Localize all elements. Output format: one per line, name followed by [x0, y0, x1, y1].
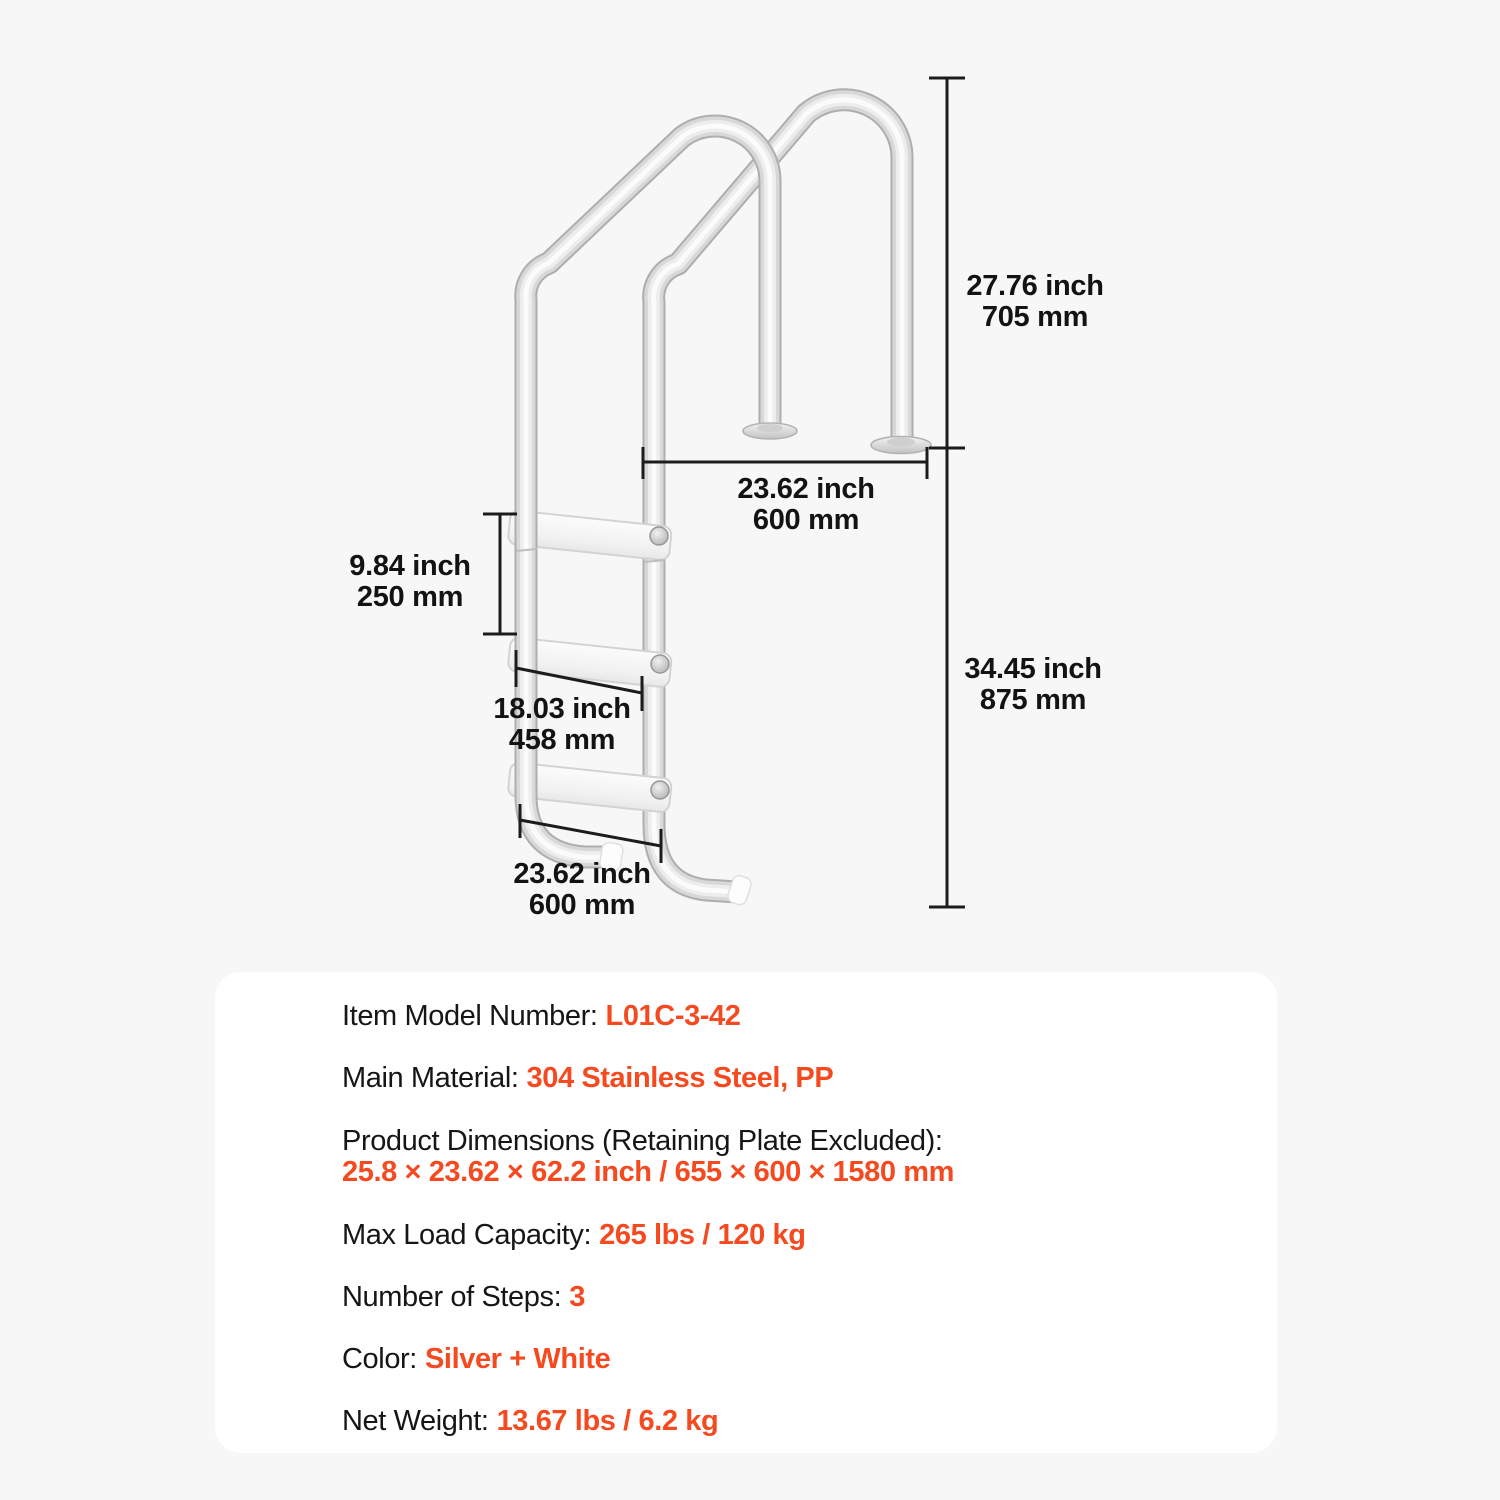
spec-row-model-number — [342, 1002, 1237, 1031]
spec-value: Silver + White — [424, 1343, 611, 1375]
spec-row-steps — [342, 1283, 1237, 1312]
dim-label-base-span: 23.62 inch 600 mm — [513, 858, 651, 921]
front-deck-flange — [743, 423, 797, 439]
spec-value: 304 Stainless Steel, PP — [526, 1062, 834, 1094]
spec-label: Item Model Number: — [342, 1000, 598, 1032]
spec-list — [215, 972, 1277, 1436]
dim-line-ladder-depth — [929, 448, 965, 907]
spec-row-product-dimensions — [342, 1126, 1237, 1188]
back-foot-cap — [726, 874, 753, 907]
dim-label-step-spacing: 9.84 inch 250 mm — [349, 550, 471, 613]
dim-label-ladder-depth: 34.45 inch 875 mm — [964, 653, 1102, 716]
spec-value: L01C-3-42 — [605, 1000, 741, 1032]
spec-label: Main Material: — [342, 1062, 519, 1094]
spec-label: Color: — [342, 1343, 417, 1375]
spec-label: Number of Steps: — [342, 1281, 562, 1313]
spec-row-material — [342, 1064, 1237, 1093]
spec-label: Max Load Capacity: — [342, 1219, 592, 1251]
dim-label-handrail-span: 23.62 inch 600 mm — [737, 473, 875, 536]
spec-panel — [215, 972, 1277, 1453]
spec-label: Net Weight: — [342, 1405, 489, 1437]
spec-value: 13.67 lbs / 6.2 kg — [496, 1405, 719, 1437]
dim-line-handrail-height — [929, 78, 965, 448]
dim-label-handrail-height: 27.76 inch 705 mm — [966, 270, 1104, 333]
spec-value: 3 — [569, 1281, 585, 1313]
spec-row-color — [342, 1345, 1237, 1374]
back-deck-flange — [871, 437, 931, 454]
dim-label-step-width: 18.03 inch 458 mm — [493, 693, 631, 756]
spec-value: 265 lbs / 120 kg — [599, 1219, 806, 1251]
spec-row-net-weight — [342, 1407, 1237, 1436]
spec-value: 25.8 × 23.62 × 62.2 inch / 655 × 600 × 1580 mm — [342, 1156, 955, 1188]
spec-label: Product Dimensions (Retaining Plate Excluded): — [342, 1125, 943, 1157]
spec-row-max-load — [342, 1221, 1237, 1250]
